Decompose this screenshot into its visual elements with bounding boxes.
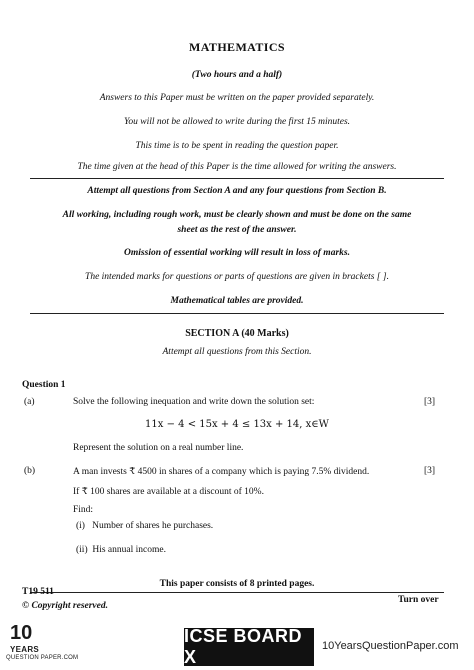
instruction-5: Attempt all questions from Section A and any four questions from Section B. bbox=[87, 186, 387, 196]
part-b-label: (b) bbox=[24, 466, 36, 476]
question-label: Question 1 bbox=[22, 380, 66, 390]
part-a-label: (a) bbox=[24, 397, 35, 407]
instruction-4: The time given at the head of this Paper is the time allowed for writing the answers. bbox=[77, 162, 397, 172]
pages-note: This paper consists of 8 printed pages. bbox=[159, 579, 315, 589]
instruction-9: The intended marks for questions or parts of questions are given in brackets [ ]. bbox=[85, 272, 389, 282]
part-a-followup: Represent the solution on a real number line. bbox=[73, 443, 244, 453]
section-heading: SECTION A (40 Marks) bbox=[185, 328, 289, 339]
part-b-item-1: (i) Number of shares he purchases. bbox=[76, 521, 214, 531]
instruction-6: All working, including rough work, must be clearly shown and must be done on the same bbox=[62, 210, 412, 220]
logo-subtitle: QUESTION PAPER.COM bbox=[6, 655, 79, 661]
part-b-find: Find: bbox=[73, 505, 94, 515]
section-instruction: Attempt all questions from this Section. bbox=[162, 347, 312, 357]
instruction-10: Mathematical tables are provided. bbox=[170, 296, 304, 306]
divider-bottom bbox=[30, 313, 444, 314]
paper-code: T19 511 bbox=[22, 587, 54, 597]
part-b-marks: [3] bbox=[424, 466, 436, 476]
site-name: 10YearsQuestionPaper.com bbox=[322, 640, 459, 652]
logo-years: YEARS bbox=[10, 645, 40, 654]
instruction-8: Omission of essential working will result in loss of marks. bbox=[124, 248, 350, 258]
instruction-7: sheet as the rest of the answer. bbox=[177, 225, 297, 235]
footer-rule bbox=[30, 592, 444, 593]
instruction-2: You will not be allowed to write during the first 15 minutes. bbox=[123, 117, 351, 127]
duration: (Two hours and a half) bbox=[191, 70, 283, 80]
part-b-item-2: (ii) His annual income. bbox=[76, 545, 166, 555]
board-badge: ICSE BOARD X bbox=[184, 628, 314, 666]
logo-number: 10 bbox=[10, 622, 33, 644]
part-b-line1: A man invests ₹ 4500 in shares of a company which is paying 7.5% dividend. bbox=[73, 467, 370, 477]
inequation: 11x − 4 < 15x + 4 ≤ 13x + 14, x∈W bbox=[145, 419, 329, 430]
subject-title: MATHEMATICS bbox=[189, 40, 285, 54]
copyright: © Copyright reserved. bbox=[22, 601, 108, 611]
part-a-text: Solve the following inequation and write down the solution set: bbox=[73, 397, 315, 407]
divider-top bbox=[30, 178, 444, 179]
part-a-marks: [3] bbox=[424, 397, 436, 407]
instruction-3: This time is to be spent in reading the question paper. bbox=[135, 141, 339, 151]
instruction-1: Answers to this Paper must be written on the paper provided separately. bbox=[99, 93, 375, 103]
turn-over: Turn over bbox=[398, 595, 439, 605]
part-b-line2: If ₹ 100 shares are available at a discount of 10%. bbox=[73, 487, 264, 497]
